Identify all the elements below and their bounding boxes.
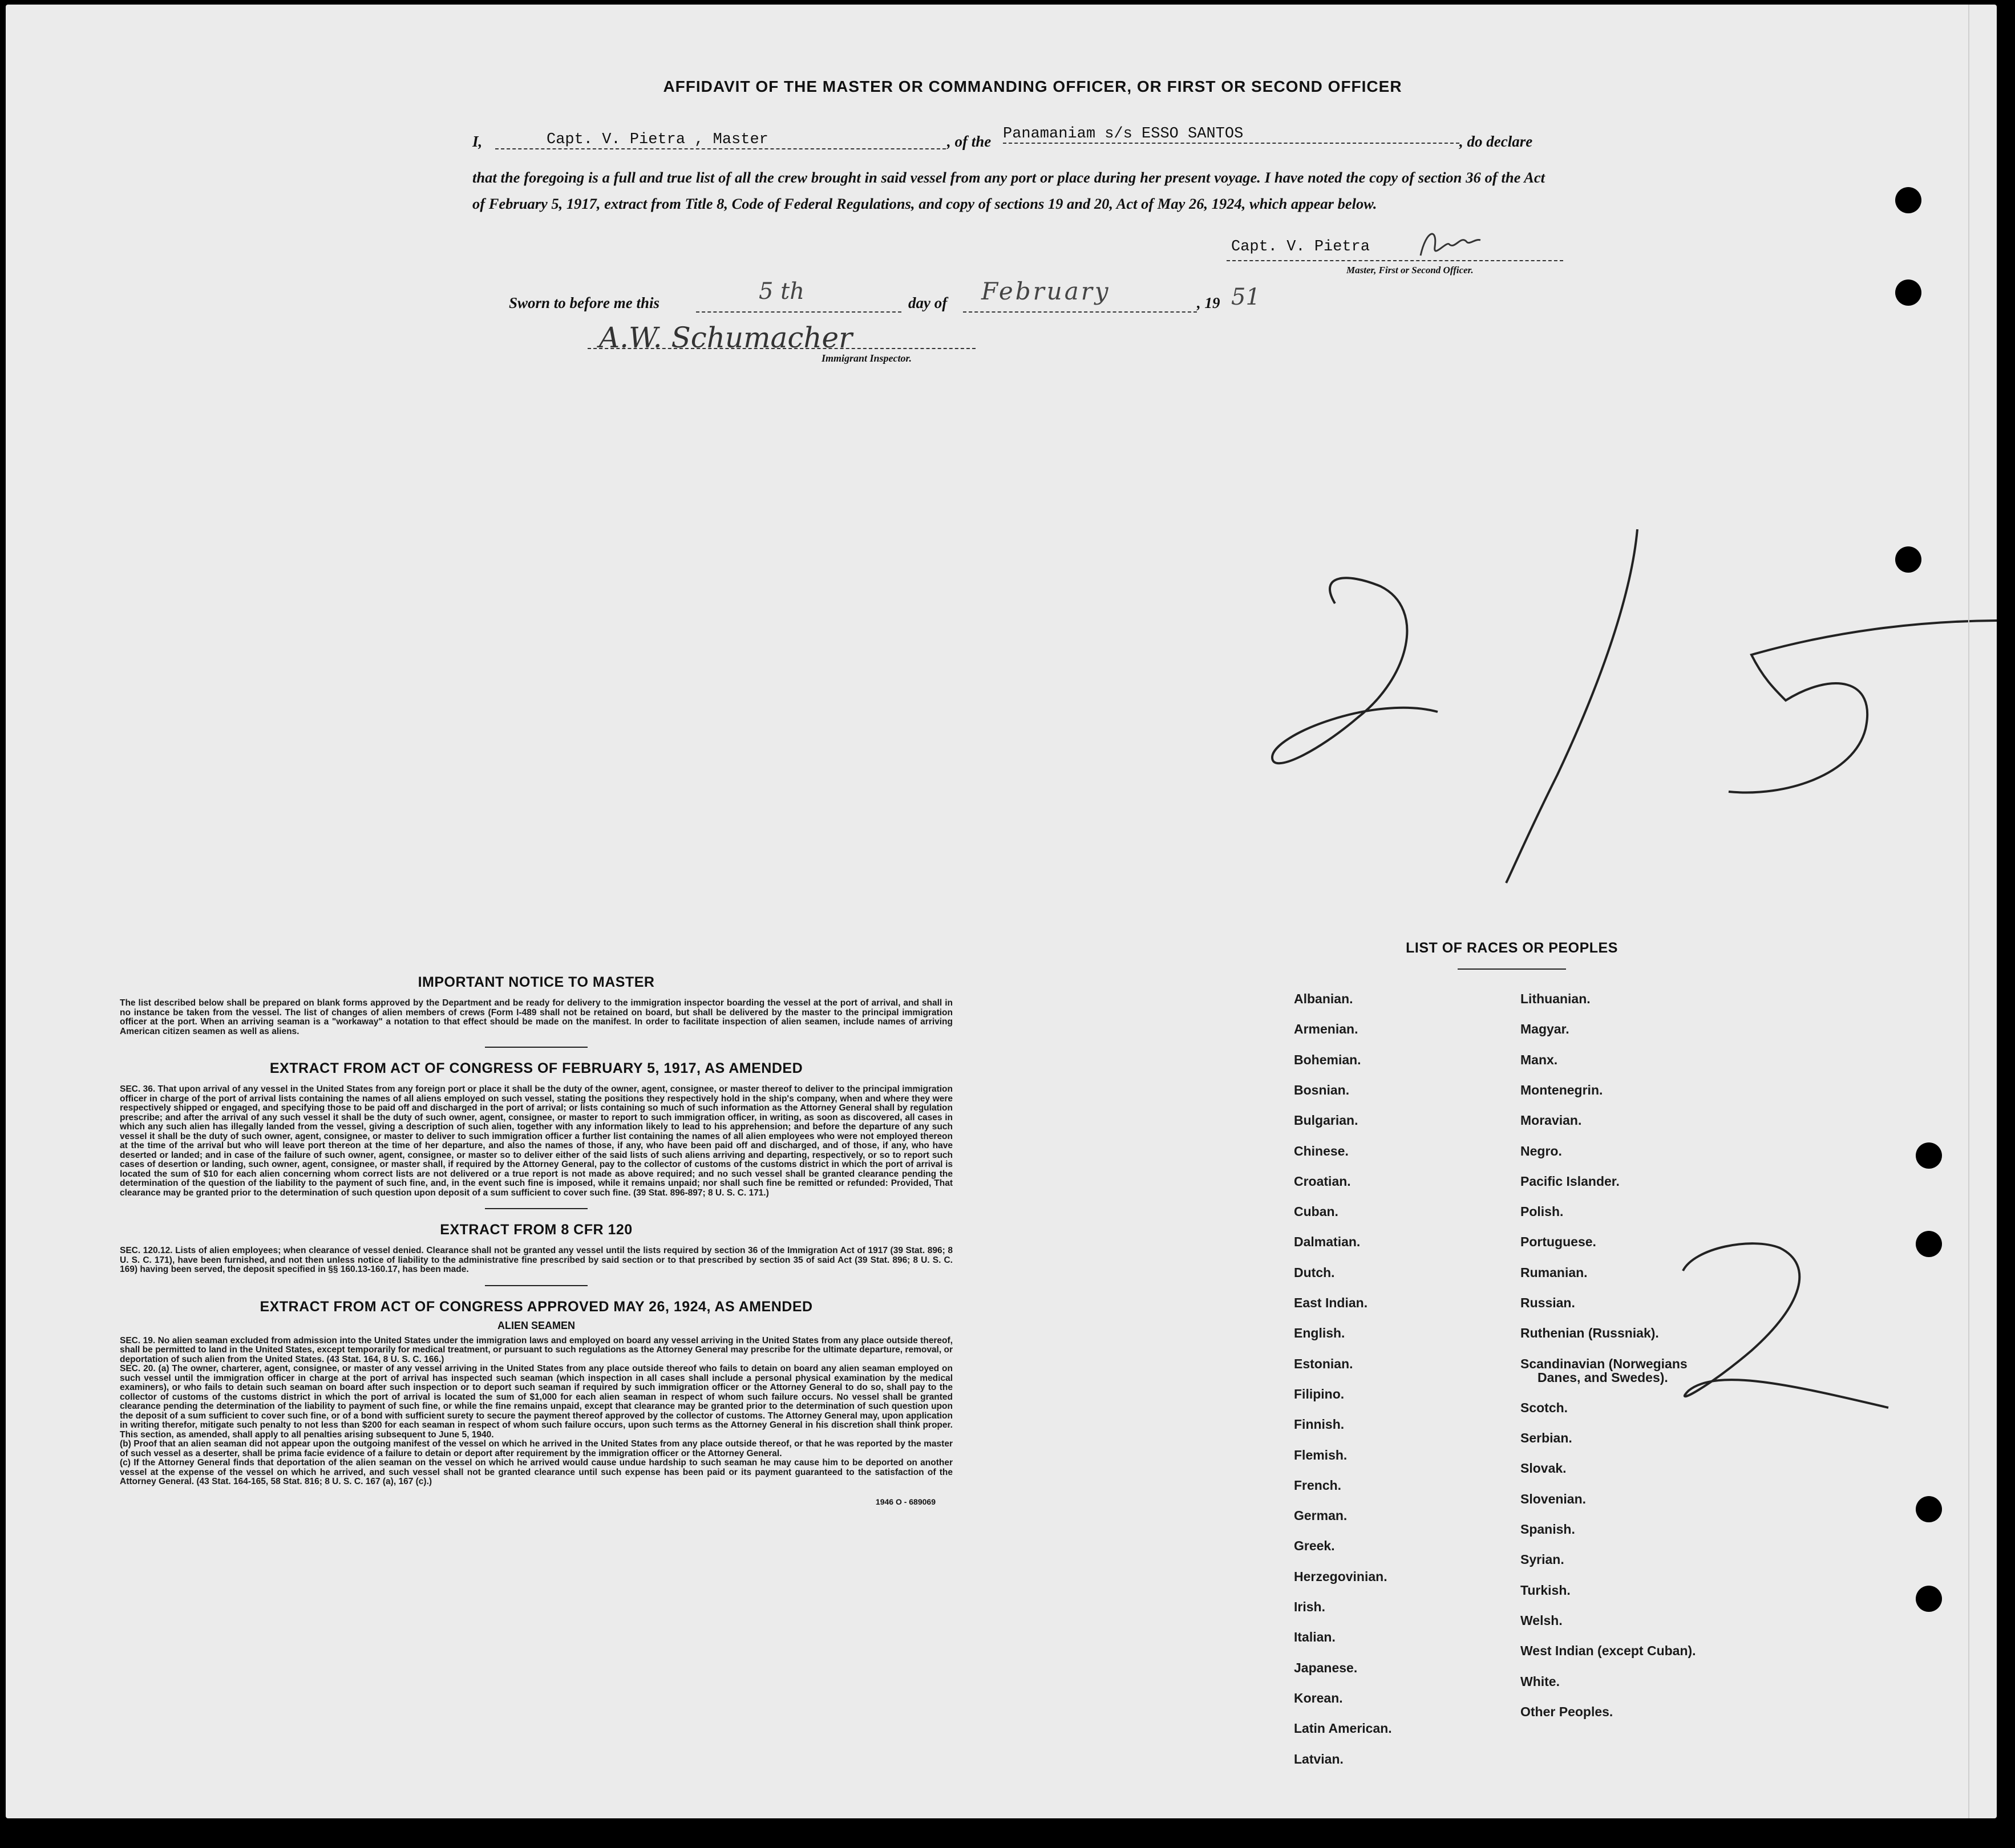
sec-19-text: SEC. 19. No alien seaman excluded from admission into the United States under the immigration laws and employed on board any vessel arriving in the United States from any place outside thereof, shall be permitted to land in the United States, except temporarily for medical treatment, or pursuant to such regulations as the Attorney General may prescribe for the ultimate departure, removal, or deportation of such alien from the United States. (43 Stat. 164, 8 U. S. C. 166.): [120, 1335, 953, 1364]
race-item: Scandinavian (Norwegians: [1520, 1356, 1688, 1371]
sworn-label: Sworn to before me this: [509, 294, 660, 311]
race-item: Manx.: [1520, 1052, 1558, 1067]
race-item: Spanish.: [1520, 1522, 1575, 1537]
race-item: Latvian.: [1294, 1751, 1344, 1766]
punch-hole: [1895, 546, 1921, 573]
race-item: Cuban.: [1294, 1204, 1338, 1219]
affidavit-body: that the foregoing is a full and true list of all the crew brought in said vessel from any port or place during her present voyage. I have noted the copy of section 36 of the Act of February 5, 1917, extract from Title 8, Code of Federal Regulations, and copy of sections 19 and 20, Act of May 26, 1924, which appear below.: [472, 169, 1545, 212]
race-item: German.: [1294, 1508, 1348, 1523]
race-item: Chinese.: [1294, 1143, 1349, 1158]
sec-20c-text: (c) If the Attorney General finds that deportation of the alien seaman on the vessel on which he arrived would cause undue hardship to such seaman he may cause him to be deported on another vessel at the expense of the vessel on which he arrived, and such vessel shall not be granted clearance until such expense has been paid or its payment guaranteed to the satisfaction of the Attorney General. (43 Stat. 164-165, 58 Stat. 816; 8 U. S. C. 167 (a), 167 (c).): [120, 1458, 953, 1486]
race-item: Portuguese.: [1520, 1234, 1596, 1250]
race-item: Scotch.: [1520, 1400, 1568, 1415]
do-declare-label: , do declare: [1459, 133, 1533, 150]
vessel-field: Panamaniam s/s ESSO SANTOS: [1003, 125, 1459, 144]
extract-1917-text: SEC. 36. That upon arrival of any vessel in the United States from any foreign port or place it shall be the duty of the owner, agent, consignee, or master thereof to deliver to the principal immigration officer in charge of the port of arrival lists containing the names of all aliens employed on such vessel, stating the positions they respectively hold in the ship's company, when and where they were respectively shipped or engaged, and specifying those to be paid off and discharged in the port of arrival; or lists containing so much of such information as the Attorney General shall by regulation prescribe; and after the arrival of any such vessel it shall be the duty of such owner, agent, consignee, or master to report to such immigration officer, in writing, as soon as discovered, all cases in which any such alien has illegally landed from the vessel, giving a description of such alien, together with any information likely to lead to his apprehension; and before the departure of any such vessel it shall be the duty of such owner, agent, consignee, or master to deliver to such immigration officer a further list containing the names of all alien employees who were not employed thereon at the time of the arrival but who will leave port thereon at the time of her departure, and also the names of those, if any, who have been paid off and discharged, and of those, if any, who have deserted or landed; and in case of the failure of such owner, agent, consignee, or master so to deliver either of the said lists of such aliens arriving and departing, respectively, or so to report such cases of desertion or landing, such owner, agent, consignee, or master shall, if required by the Attorney General, pay to the collector of customs of the customs district in which the port of arrival is located the sum of $10 for each alien concerning whom correct lists are not delivered or a true report is not made as above required; and no such vessel shall be granted clearance pending the determination of the question of the liability to the payment of such fine, and, in the event such fine is imposed, while it remains unpaid; nor shall such fine be remitted or refunded: Provided, That clearance may be granted prior to the determination of such question upon deposit of a sum sufficient to cover such fine. (39 Stat. 896-897; 8 U. S. C. 171.): [120, 1084, 953, 1198]
document-sheet: [6, 5, 1997, 1818]
punch-hole: [1916, 1586, 1942, 1612]
race-item: Rumanian.: [1520, 1265, 1588, 1280]
sworn-day-handwritten: 5 th: [759, 278, 804, 305]
handwritten-fraction: [1261, 506, 1997, 894]
race-item: Croatian.: [1294, 1173, 1351, 1189]
race-item: Montenegrin.: [1520, 1082, 1603, 1097]
race-item: Filipino.: [1294, 1386, 1345, 1401]
race-item: Albanian.: [1294, 991, 1353, 1006]
affidavit-i-label: I,: [472, 133, 483, 150]
of-the-label: , of the: [947, 133, 992, 150]
punch-hole: [1895, 187, 1921, 213]
race-item: Lithuanian.: [1520, 991, 1591, 1006]
handwritten-digit: [1649, 1237, 1894, 1425]
year-handwritten: 51: [1231, 284, 1260, 310]
race-item: Dalmatian.: [1294, 1234, 1361, 1250]
race-item: Japanese.: [1294, 1660, 1358, 1675]
race-item: Irish.: [1294, 1599, 1325, 1614]
cfr-text: SEC. 120.12. Lists of alien employees; when clearance of vessel denied. Clearance shall not be granted any vessel until the lists required by section 36 of the Immigration Act of 1917 (39 Stat. 896; 8 U. S. C. 171), have been furnished, and not then unless notice of liability to the administrative fine prescribed by said section or to that prescribed by section 35 of said Act (39 Stat. 896; 8 U. S. C. 169) having been served, the deposit specified in §§ 160.13-160.17, has been made.: [120, 1246, 953, 1274]
race-item: Bohemian.: [1294, 1052, 1361, 1067]
races-title-rule: [1458, 968, 1566, 970]
race-item: Finnish.: [1294, 1417, 1345, 1432]
sec-20a-text: SEC. 20. (a) The owner, charterer, agent, consignee, or master of any vessel arriving in the United States from any place outside thereof who fails to detain on board any alien seaman employed on such vessel until the immigration officer in charge at the port of arrival has inspected such seaman (which inspection in all cases shall include a personal physical examination by the medical examiners), or who fails to detain such seaman on board after such inspection or to deport such seaman if required by such immigration officer or the Attorney General to do so, shall pay to the collector of customs of the customs district in which the port of arrival is located the sum of $1,000 for each alien seaman in respect of whom such failure occurs. No vessel shall be granted clearance pending the determination of the liability to payment of such fine, or while the fine remains unpaid, except that clearance may be granted prior to the determination of such question upon the deposit of a sum sufficient to cover such fine, or of a bond with sufficient surety to secure the payment thereof approved by the collector of customs. The Attorney General may, upon application in writing therefor, mitigate such penalty to not less than $200 for each seaman in respect of whom such failure occurs, upon such terms as the Attorney General in his discretion shall think proper. This section, as amended, shall apply to all penalties arising subsequent to June 5, 1940.: [120, 1364, 953, 1440]
sec-20b-text: (b) Proof that an alien seaman did not appear upon the outgoing manifest of the vessel on which he arrived in the United States from any place outside thereof, or that he was reported by the master of such vessel as a deserter, shall be prima facie evidence of a failure to detain or deport after requirement by the immigration officer or the Attorney General.: [120, 1439, 953, 1458]
race-item: Armenian.: [1294, 1022, 1358, 1037]
punch-hole: [1916, 1496, 1942, 1522]
punch-hole: [1916, 1142, 1942, 1169]
signature-caption: Master, First or Second Officer.: [1346, 265, 1474, 275]
race-item: Italian.: [1294, 1630, 1336, 1645]
extract-1924-title: EXTRACT FROM ACT OF CONGRESS APPROVED MAY 26, 1924, AS AMENDED: [260, 1298, 813, 1315]
extract-1917-title: EXTRACT FROM ACT OF CONGRESS OF FEBRUARY 5, 1917, AS AMENDED: [269, 1060, 803, 1076]
race-item: Estonian.: [1294, 1356, 1353, 1371]
race-item: Magyar.: [1520, 1022, 1569, 1037]
race-item: Pacific Islander.: [1520, 1173, 1620, 1189]
race-item: Slovenian.: [1520, 1491, 1587, 1506]
race-item: West Indian (except Cuban).: [1520, 1643, 1696, 1659]
typed-signature: Capt. V. Pietra: [1231, 238, 1370, 256]
race-item: Other Peoples.: [1520, 1704, 1613, 1719]
notices-column: [120, 974, 953, 1506]
race-item: Moravian.: [1520, 1113, 1582, 1128]
divider: [485, 1285, 588, 1286]
divider: [485, 1047, 588, 1048]
race-item: Dutch.: [1294, 1265, 1335, 1280]
inspector-caption: Immigrant Inspector.: [822, 352, 912, 364]
affidavit-title: AFFIDAVIT OF THE MASTER OR COMMANDING OFFICER, OR FIRST OR SECOND OFFICER: [663, 78, 1402, 95]
race-item: Welsh.: [1520, 1612, 1563, 1628]
day-of-label: day of: [908, 294, 948, 311]
race-item: East Indian.: [1294, 1295, 1368, 1310]
race-item: Syrian.: [1520, 1552, 1564, 1567]
master-name-field: Capt. V. Pietra , Master: [495, 131, 946, 149]
race-item: Herzegovinian.: [1294, 1569, 1387, 1584]
race-item: Slovak.: [1520, 1461, 1567, 1476]
race-item: Latin American.: [1294, 1721, 1392, 1736]
race-item: French.: [1294, 1477, 1342, 1493]
race-item: Russian.: [1520, 1295, 1575, 1310]
print-code: 1946 O - 689069: [875, 1497, 936, 1506]
race-item: Flemish.: [1294, 1447, 1348, 1462]
race-item: Negro.: [1520, 1143, 1562, 1158]
race-item: Danes, and Swedes).: [1537, 1369, 1668, 1385]
punch-hole: [1895, 279, 1921, 306]
race-item: Greek.: [1294, 1538, 1335, 1554]
year-prefix: , 19: [1197, 294, 1220, 311]
fold-line: [1968, 5, 1969, 1818]
sworn-month-handwritten: February: [981, 277, 1111, 305]
notice-text: The list described below shall be prepared on blank forms approved by the Department and be ready for delivery to the immigration inspector boarding the vessel at the port of arrival, and shall in no instance be taken from the vessel. The list of changes of alien members of crews (Form I-489 shall not be retained on board, but shall be delivered by the master to the principal immigration officer at the port. When an arriving seaman is a "workaway" a notation to that effect should be made on the manifest. In order to facilitate inspection of alien seamen, include names of arriving American citizen seamen as well as aliens.: [120, 998, 953, 1036]
race-item: Bosnian.: [1294, 1082, 1350, 1097]
cfr-title: EXTRACT FROM 8 CFR 120: [440, 1222, 633, 1238]
race-item: Ruthenian (Russniak).: [1520, 1326, 1659, 1341]
punch-hole: [1916, 1231, 1942, 1257]
race-item: English.: [1294, 1326, 1345, 1341]
notice-title: IMPORTANT NOTICE TO MASTER: [418, 974, 655, 990]
race-item: Polish.: [1520, 1204, 1564, 1219]
divider: [485, 1208, 588, 1209]
race-item: White.: [1520, 1673, 1560, 1689]
race-item: Turkish.: [1520, 1582, 1571, 1598]
race-item: Bulgarian.: [1294, 1113, 1358, 1128]
alien-seamen-subtitle: ALIEN SEAMEN: [497, 1319, 575, 1331]
race-item: Korean.: [1294, 1690, 1343, 1705]
signature-line: [1227, 260, 1563, 261]
race-item: Serbian.: [1520, 1430, 1572, 1446]
inspector-signature-line: [588, 348, 976, 349]
races-title: LIST OF RACES OR PEOPLES: [1406, 940, 1618, 956]
inspector-signature: A.W. Schumacher: [599, 321, 853, 354]
